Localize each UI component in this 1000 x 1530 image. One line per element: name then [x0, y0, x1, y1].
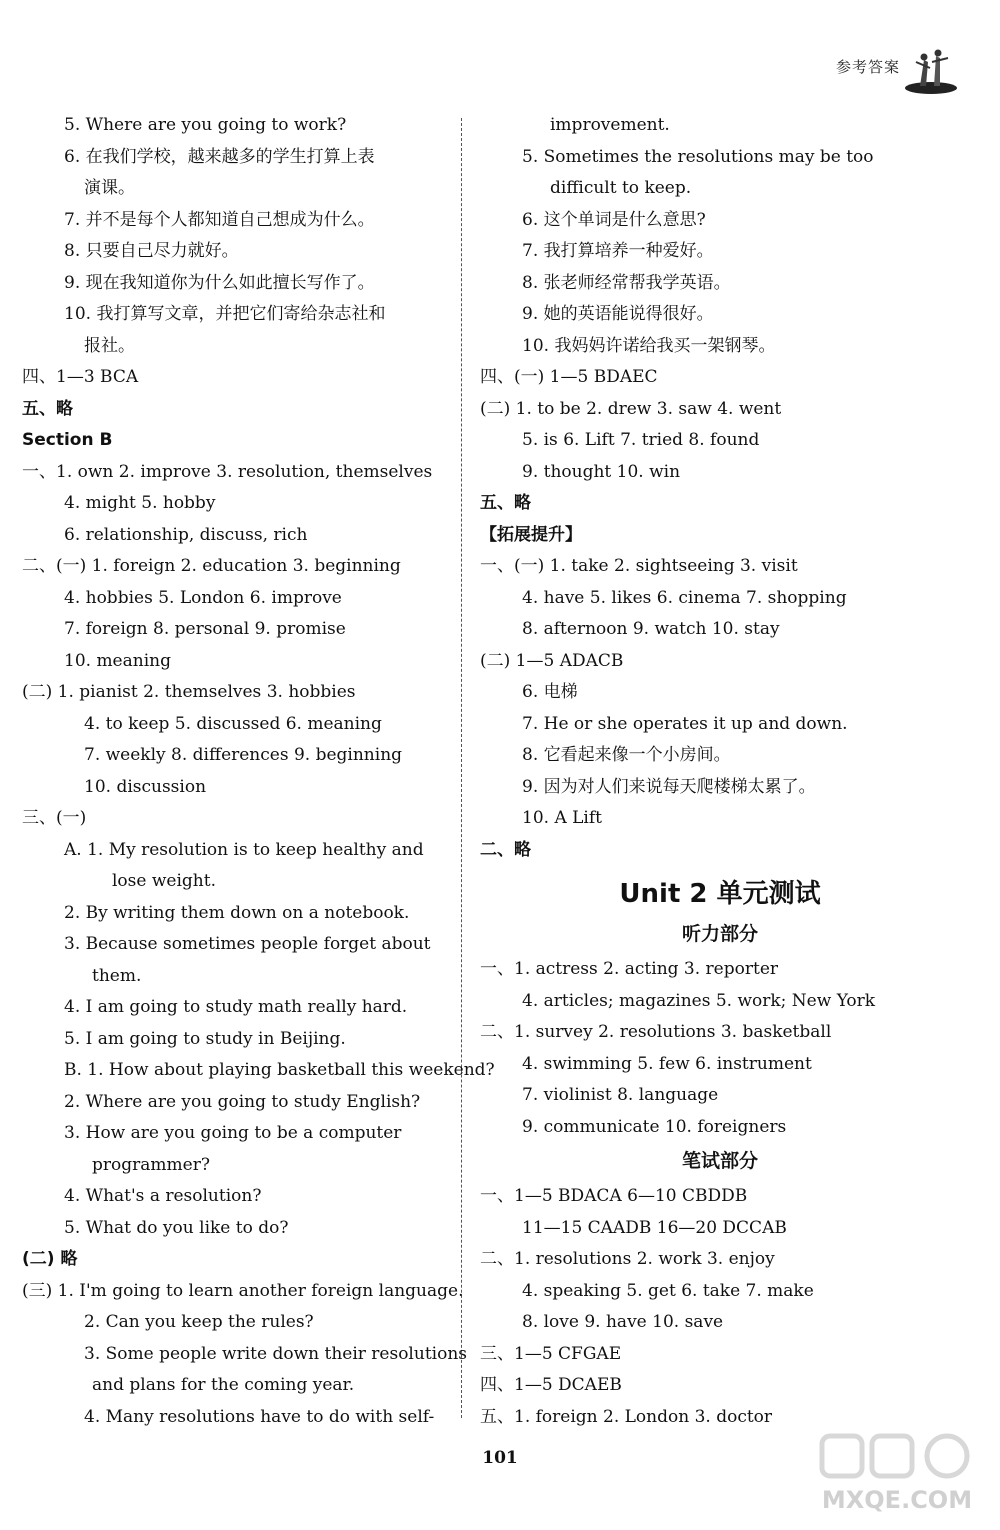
answer-line: lose weight.: [112, 871, 216, 891]
answer-line: 8. 张老师经常帮我学英语。: [522, 272, 731, 293]
answer-line: 10. meaning: [64, 650, 171, 671]
answer-line: B. 1. How about playing basketball this weekend?: [64, 1060, 495, 1080]
answer-line: 一、1. own 2. improve 3. resolution, themselves: [22, 461, 433, 482]
answer-line: (二) 1. pianist 2. themselves 3. hobbies: [22, 682, 356, 702]
answer-line: 3. Some people write down their resolutions: [84, 1343, 467, 1364]
answer-line: programmer?: [92, 1154, 210, 1175]
answer-line: 10. 我妈妈许诺给我买一架钢琴。: [522, 335, 776, 356]
answer-line: 4. What's a resolution?: [64, 1186, 262, 1206]
answer-line: 5. What do you like to do?: [64, 1217, 289, 1238]
answer-line: 9. 现在我知道你为什么如此擅长写作了。: [64, 272, 375, 293]
answer-line: 4. might 5. hobby: [64, 493, 216, 513]
answer-line: 五、略: [22, 398, 73, 419]
answer-line: 8. 只要自己尽力就好。: [64, 241, 239, 261]
answer-line: and plans for the coming year.: [92, 1375, 355, 1395]
answer-line: (二) 1—5 ADACB: [480, 650, 624, 671]
answer-line: 三、1—5 CFGAE: [480, 1343, 622, 1364]
running-header: 参考答案: [835, 58, 900, 76]
answer-line: 8. 它看起来像一个小房间。: [522, 745, 731, 765]
answer-line: 6. 电梯: [522, 682, 578, 702]
column-divider: [461, 118, 462, 1418]
answer-line: 7. violinist 8. language: [522, 1085, 719, 1105]
left-column: [22, 110, 495, 1433]
answer-line: 7. weekly 8. differences 9. beginning: [84, 745, 403, 765]
answer-line: 6. relationship, discuss, rich: [64, 524, 308, 545]
answer-line: 9. communicate 10. foreigners: [522, 1116, 787, 1137]
answer-line: 8. afternoon 9. watch 10. stay: [522, 619, 780, 639]
answer-line: 5. Sometimes the resolutions may be too: [522, 146, 874, 167]
answer-line: 二、(一) 1. foreign 2. education 3. beginning: [22, 556, 401, 576]
listening-section-title: 听力部分: [681, 923, 758, 945]
answer-line: 二、略: [480, 839, 531, 860]
answer-line: 三、(一): [22, 808, 87, 828]
answer-line: 6. 这个单词是什么意思?: [522, 209, 706, 230]
watermark-text: MXQE.COM: [821, 1486, 973, 1514]
answer-line: 5. Where are you going to work?: [64, 115, 347, 135]
answer-line: 7. He or she operates it up and down.: [522, 713, 848, 734]
answer-line: 4. swimming 5. few 6. instrument: [522, 1053, 812, 1074]
answer-line: 10. 我打算写文章，并把它们寄给杂志社和: [64, 304, 386, 324]
answer-line: 四、1—3 BCA: [22, 367, 139, 387]
answer-line: 7. foreign 8. personal 9. promise: [64, 619, 346, 639]
answer-line: 4. Many resolutions have to do with self-: [84, 1406, 435, 1427]
unit-title: Unit 2 单元测试: [619, 879, 821, 909]
answer-line: 10. discussion: [84, 776, 207, 797]
right-answers-top: [480, 110, 960, 866]
page-number: 101: [482, 1448, 518, 1468]
answer-line: 2. Where are you going to study English?: [64, 1091, 421, 1112]
answer-line: 一、1—5 BDACA 6—10 CBDDB: [480, 1186, 748, 1206]
written-section-title: 笔试部分: [681, 1150, 758, 1172]
answer-line: 2. By writing them down on a notebook.: [64, 902, 410, 923]
mxqe-watermark-icon: [812, 1428, 982, 1518]
answer-line: 3. Because sometimes people forget about: [64, 934, 431, 954]
answer-line: 4. articles; magazines 5. work; New York: [522, 990, 876, 1011]
trophy-figures-icon: [902, 48, 960, 96]
answer-line: 9. 因为对人们来说每天爬楼梯太累了。: [522, 776, 816, 797]
answer-line: improvement.: [550, 115, 670, 135]
answer-line: 11—15 CAADB 16—20 DCCAB: [522, 1217, 787, 1238]
answer-line: 二、1. resolutions 2. work 3. enjoy: [480, 1249, 775, 1269]
answer-line: 5. I am going to study in Beijing.: [64, 1028, 346, 1049]
answer-line: 10. A Lift: [522, 808, 602, 828]
right-column: [480, 110, 960, 1433]
answer-line: 4. to keep 5. discussed 6. meaning: [84, 713, 382, 734]
answer-line: (三) 1. I'm going to learn another foreign language.: [22, 1280, 464, 1301]
answer-line: 四、1—5 DCAEB: [480, 1375, 622, 1395]
answer-line: 9. thought 10. win: [522, 461, 681, 482]
written-answers: [480, 1181, 960, 1433]
answer-line: difficult to keep.: [550, 178, 692, 198]
answer-line: 报社。: [84, 335, 135, 356]
answer-line: 一、(一) 1. take 2. sightseeing 3. visit: [480, 556, 798, 576]
answer-line: 8. love 9. have 10. save: [522, 1312, 724, 1332]
answer-line: (二) 略: [22, 1249, 78, 1269]
answer-line: 一、1. actress 2. acting 3. reporter: [480, 959, 779, 979]
answer-line: 二、1. survey 2. resolutions 3. basketball: [480, 1022, 832, 1042]
answer-line: 5. is 6. Lift 7. tried 8. found: [522, 430, 760, 450]
answer-line: Section B: [22, 430, 113, 450]
answer-line: 【拓展提升】: [480, 524, 582, 545]
answer-line: 五、1. foreign 2. London 3. doctor: [480, 1406, 773, 1427]
answer-line: A. 1. My resolution is to keep healthy and: [64, 839, 424, 860]
answer-line: 4. I am going to study math really hard.: [64, 997, 408, 1017]
answer-line: 五、略: [480, 493, 531, 513]
answer-line: 4. speaking 5. get 6. take 7. make: [522, 1280, 814, 1301]
answer-line: (二) 1. to be 2. drew 3. saw 4. went: [480, 398, 782, 419]
answer-line: 4. hobbies 5. London 6. improve: [64, 587, 342, 608]
answer-line: 3. How are you going to be a computer: [64, 1123, 402, 1143]
answer-line: 9. 她的英语能说得很好。: [522, 304, 714, 324]
answer-line: 四、(一) 1—5 BDAEC: [480, 367, 658, 387]
answer-line: 7. 并不是每个人都知道自己想成为什么。: [64, 209, 375, 230]
answer-line: 2. Can you keep the rules?: [84, 1312, 314, 1332]
answer-line: 6. 在我们学校，越来越多的学生打算上表: [64, 146, 375, 167]
answer-line: 4. have 5. likes 6. cinema 7. shopping: [522, 587, 847, 608]
answer-line: 7. 我打算培养一种爱好。: [522, 241, 714, 261]
listening-answers: [480, 954, 960, 1143]
answer-line: 演课。: [84, 178, 135, 198]
answer-line: them.: [92, 965, 142, 986]
